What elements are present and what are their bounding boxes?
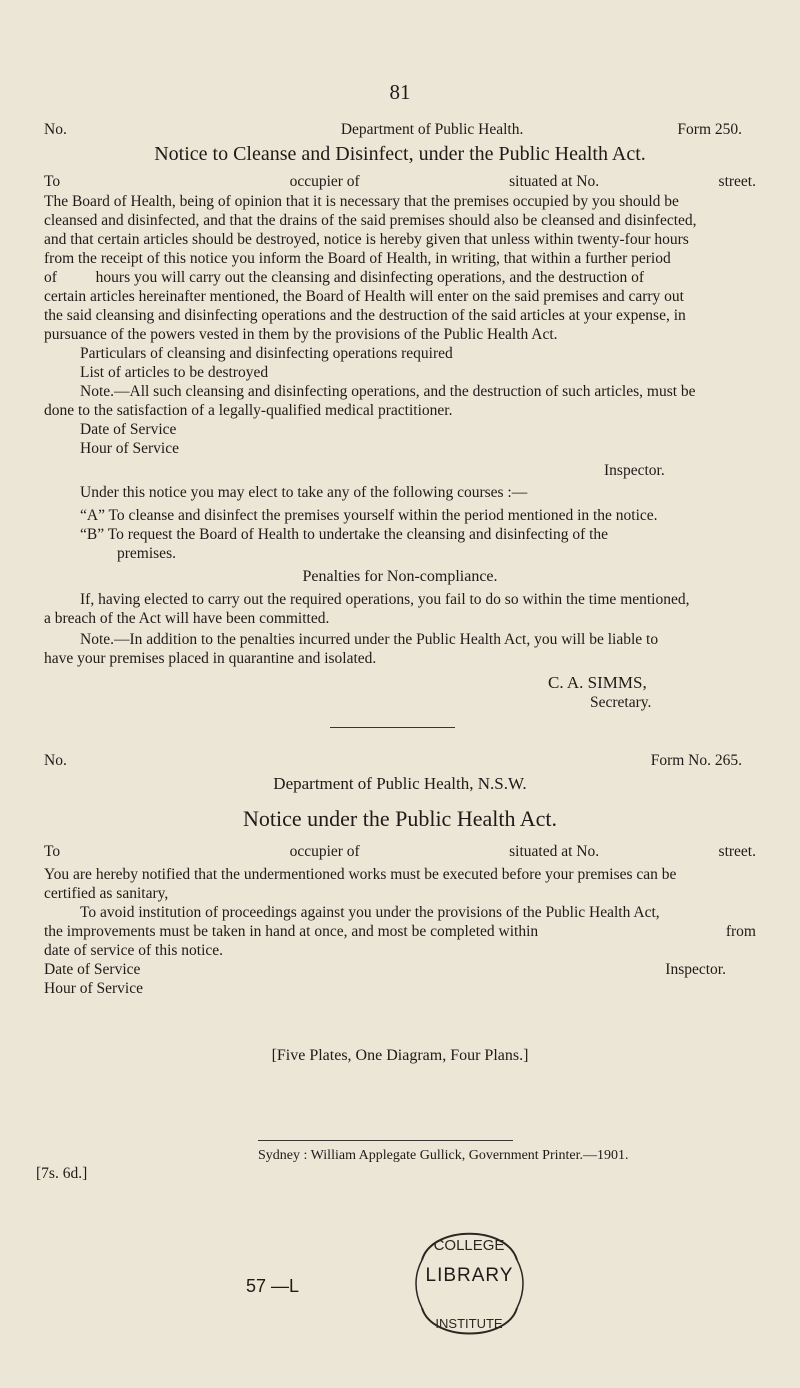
form250-penalties-line: If, having elected to carry out the required operations, you fail to do so within the time mentioned, (80, 591, 690, 608)
form265-date-line (44, 961, 756, 979)
form265-form-label: Form No. 265. (650, 752, 742, 769)
form265-body-line4-right: from (725, 923, 756, 940)
form265-header (44, 752, 756, 770)
form250-body-line: and that certain articles should be destroyed, notice is hereby given that unless within twenty-four hours (44, 231, 689, 248)
form265-situated-label: situated at No. (509, 843, 600, 860)
stamp-top-arc: COLLEGE (433, 1237, 505, 1254)
form250-particulars: Particulars of cleansing and disinfecting operations required (80, 345, 453, 362)
form265-to-line (44, 843, 756, 861)
form250-date-service: Date of Service (80, 421, 177, 438)
form265-body-line: To avoid institution of proceedings against you under the provisions of the Public Health Act, (80, 904, 660, 921)
form250-hour-service: Hour of Service (80, 440, 179, 457)
form250-situated-label: situated at No. (509, 173, 600, 190)
form250-signatory-title: Secretary. (590, 694, 652, 711)
form250-body-line: pursuance of the powers vested in them by the provisions of the Public Health Act. (44, 326, 558, 343)
stamp-bottom-arc: INSTITUTE (435, 1316, 503, 1331)
form265-body-line4 (44, 923, 756, 941)
form250-option-b: “B” To request the Board of Health to undertake the cleansing and disinfecting of the (80, 526, 609, 543)
form265-body-line: You are hereby notified that the undermentioned works must be executed before your premises can be (44, 866, 677, 883)
form265-inspector: Inspector. (665, 961, 726, 978)
form250-body-line: the said cleansing and disinfecting operations and the destruction of the said articles at your expense, in (44, 307, 686, 324)
section-divider (330, 727, 455, 728)
printer-line: Sydney : William Applegate Gullick, Government Printer.—1901. (258, 1148, 629, 1163)
form250-title: Notice to Cleanse and Disinfect, under the Public Health Act. (154, 143, 646, 165)
form250-note-line: Note.—All such cleansing and disinfecting operations, and the destruction of such articles, must be (80, 383, 696, 400)
form265-title: Notice under the Public Health Act. (242, 806, 558, 831)
form250-signatory-name: C. A. SIMMS, (548, 673, 647, 692)
form250-body-line: of hours you will carry out the cleansing and disinfecting operations, and the destruction of (44, 269, 645, 286)
form265-department: Department of Public Health, N.S.W. (273, 774, 527, 793)
form250-to-label: To (44, 173, 61, 190)
form250-street-label: street. (718, 173, 756, 190)
form265-no-label: No. (44, 752, 67, 769)
form250-penalties-heading: Penalties for Non-compliance. (302, 568, 498, 585)
form265-body-line: certified as sanitary, (44, 885, 169, 902)
form265-street-label: street. (718, 843, 756, 860)
form250-note2-line: have your premises placed in quarantine and isolated. (44, 650, 377, 667)
form250-note-line: done to the satisfaction of a legally-qualified medical practitioner. (44, 402, 453, 419)
form265-occupier-label: occupier of (289, 843, 360, 860)
form250-body-line: from the receipt of this notice you inform the Board of Health, in writing, that within a further period (44, 250, 671, 267)
stamp-text: LIBRARY (425, 1265, 514, 1286)
form250-penalties-line: a breach of the Act will have been committed. (44, 610, 330, 627)
form250-occupier-label: occupier of (289, 173, 360, 190)
plates-note: [Five Plates, One Diagram, Four Plans.] (271, 1047, 529, 1064)
form250-body-line: The Board of Health, being of opinion that it is necessary that the premises occupied by you should be (44, 193, 679, 210)
form250-no-label: No. (44, 121, 67, 138)
form265-date-service: Date of Service (44, 961, 141, 978)
form250-header (44, 121, 756, 139)
form265-hour-service: Hour of Service (44, 980, 143, 997)
form250-under-notice: Under this notice you may elect to take any of the following courses :— (80, 484, 528, 501)
form250-note2-line: Note.—In addition to the penalties incurred under the Public Health Act, you will be liable to (80, 631, 659, 648)
form250-inspector: Inspector. (604, 462, 665, 479)
form250-option-b-cont: premises. (117, 545, 176, 562)
form265-body-line: date of service of this notice. (44, 942, 224, 959)
form250-form-label: Form 250. (677, 121, 742, 138)
printer-rule (258, 1140, 513, 1141)
library-stamp (402, 1220, 537, 1345)
form265-body-line4-left: the improvements must be taken in hand at once, and most be completed within (44, 923, 539, 940)
form250-list-articles: List of articles to be destroyed (80, 364, 269, 381)
catalog-mark: 57 —L (246, 1276, 300, 1296)
form250-body-line: cleansed and disinfected, and that the drains of the said premises should also be cleansed and disinfected, (44, 212, 697, 229)
price: [7s. 6d.] (36, 1165, 88, 1182)
form250-body-line: certain articles hereinafter mentioned, the Board of Health will enter on the said premises and carry out (44, 288, 684, 305)
form250-option-a: “A” To cleanse and disinfect the premises yourself within the period mentioned in the notice. (80, 507, 658, 524)
page-number: 81 (389, 80, 411, 104)
form250-to-line (44, 173, 756, 191)
form250-department: Department of Public Health. (340, 121, 524, 138)
form265-to-label: To (44, 843, 61, 860)
